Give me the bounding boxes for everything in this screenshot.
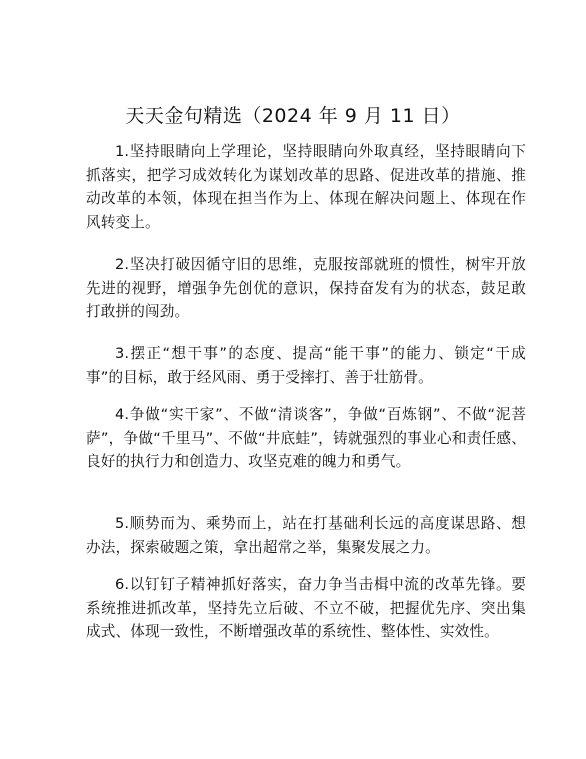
paragraph-2: 2.坚决打破因循守旧的思维，克服按部就班的惯性，树牢开放先进的视野，增强争先创优的意识，保持奋发有为的状态，鼓足敢打敢拼的闯劲。	[86, 256, 526, 320]
paragraph-6: 6.以钉钉子精神抓好落实，奋力争当击楫中流的改革先锋。要系统推进抓改革，坚持先立后破、不立不破，把握优先序、突出集成式、体现一致性，不断增强改革的系统性、整体性、实效性。	[86, 576, 526, 640]
paragraph-4: 4.争做“实干家”、不做“清谈客”，争做“百炼钢”、不做“泥菩萨”，争做“千里马”、不做“井底蛙”，铸就强烈的事业心和责任感、良好的执行力和创造力、攻坚克难的魄力和勇气。	[86, 406, 526, 470]
paragraph-1: 1.坚持眼睛向上学理论，坚持眼睛向外取真经，坚持眼睛向下抓落实，把学习成效转化为谋划改革的思路、促进改革的措施、推动改革的本领，体现在担当作为上、体现在解决问题上、体现在作风转变上。	[86, 143, 526, 231]
paragraph-5: 5.顺势而为、乘势而上，站在打基础利长远的高度谋思路、想办法，探索破题之策，拿出超常之举，集聚发展之力。	[86, 515, 526, 556]
paragraph-3: 3.摆正“想干事”的态度、提高“能干事”的能力、锁定“干成事”的目标，敢于经风雨、勇于受摔打、善于壮筋骨。	[86, 345, 526, 386]
document-title: 天天金句精选（2024 年 9 月 11 日）	[125, 105, 461, 127]
